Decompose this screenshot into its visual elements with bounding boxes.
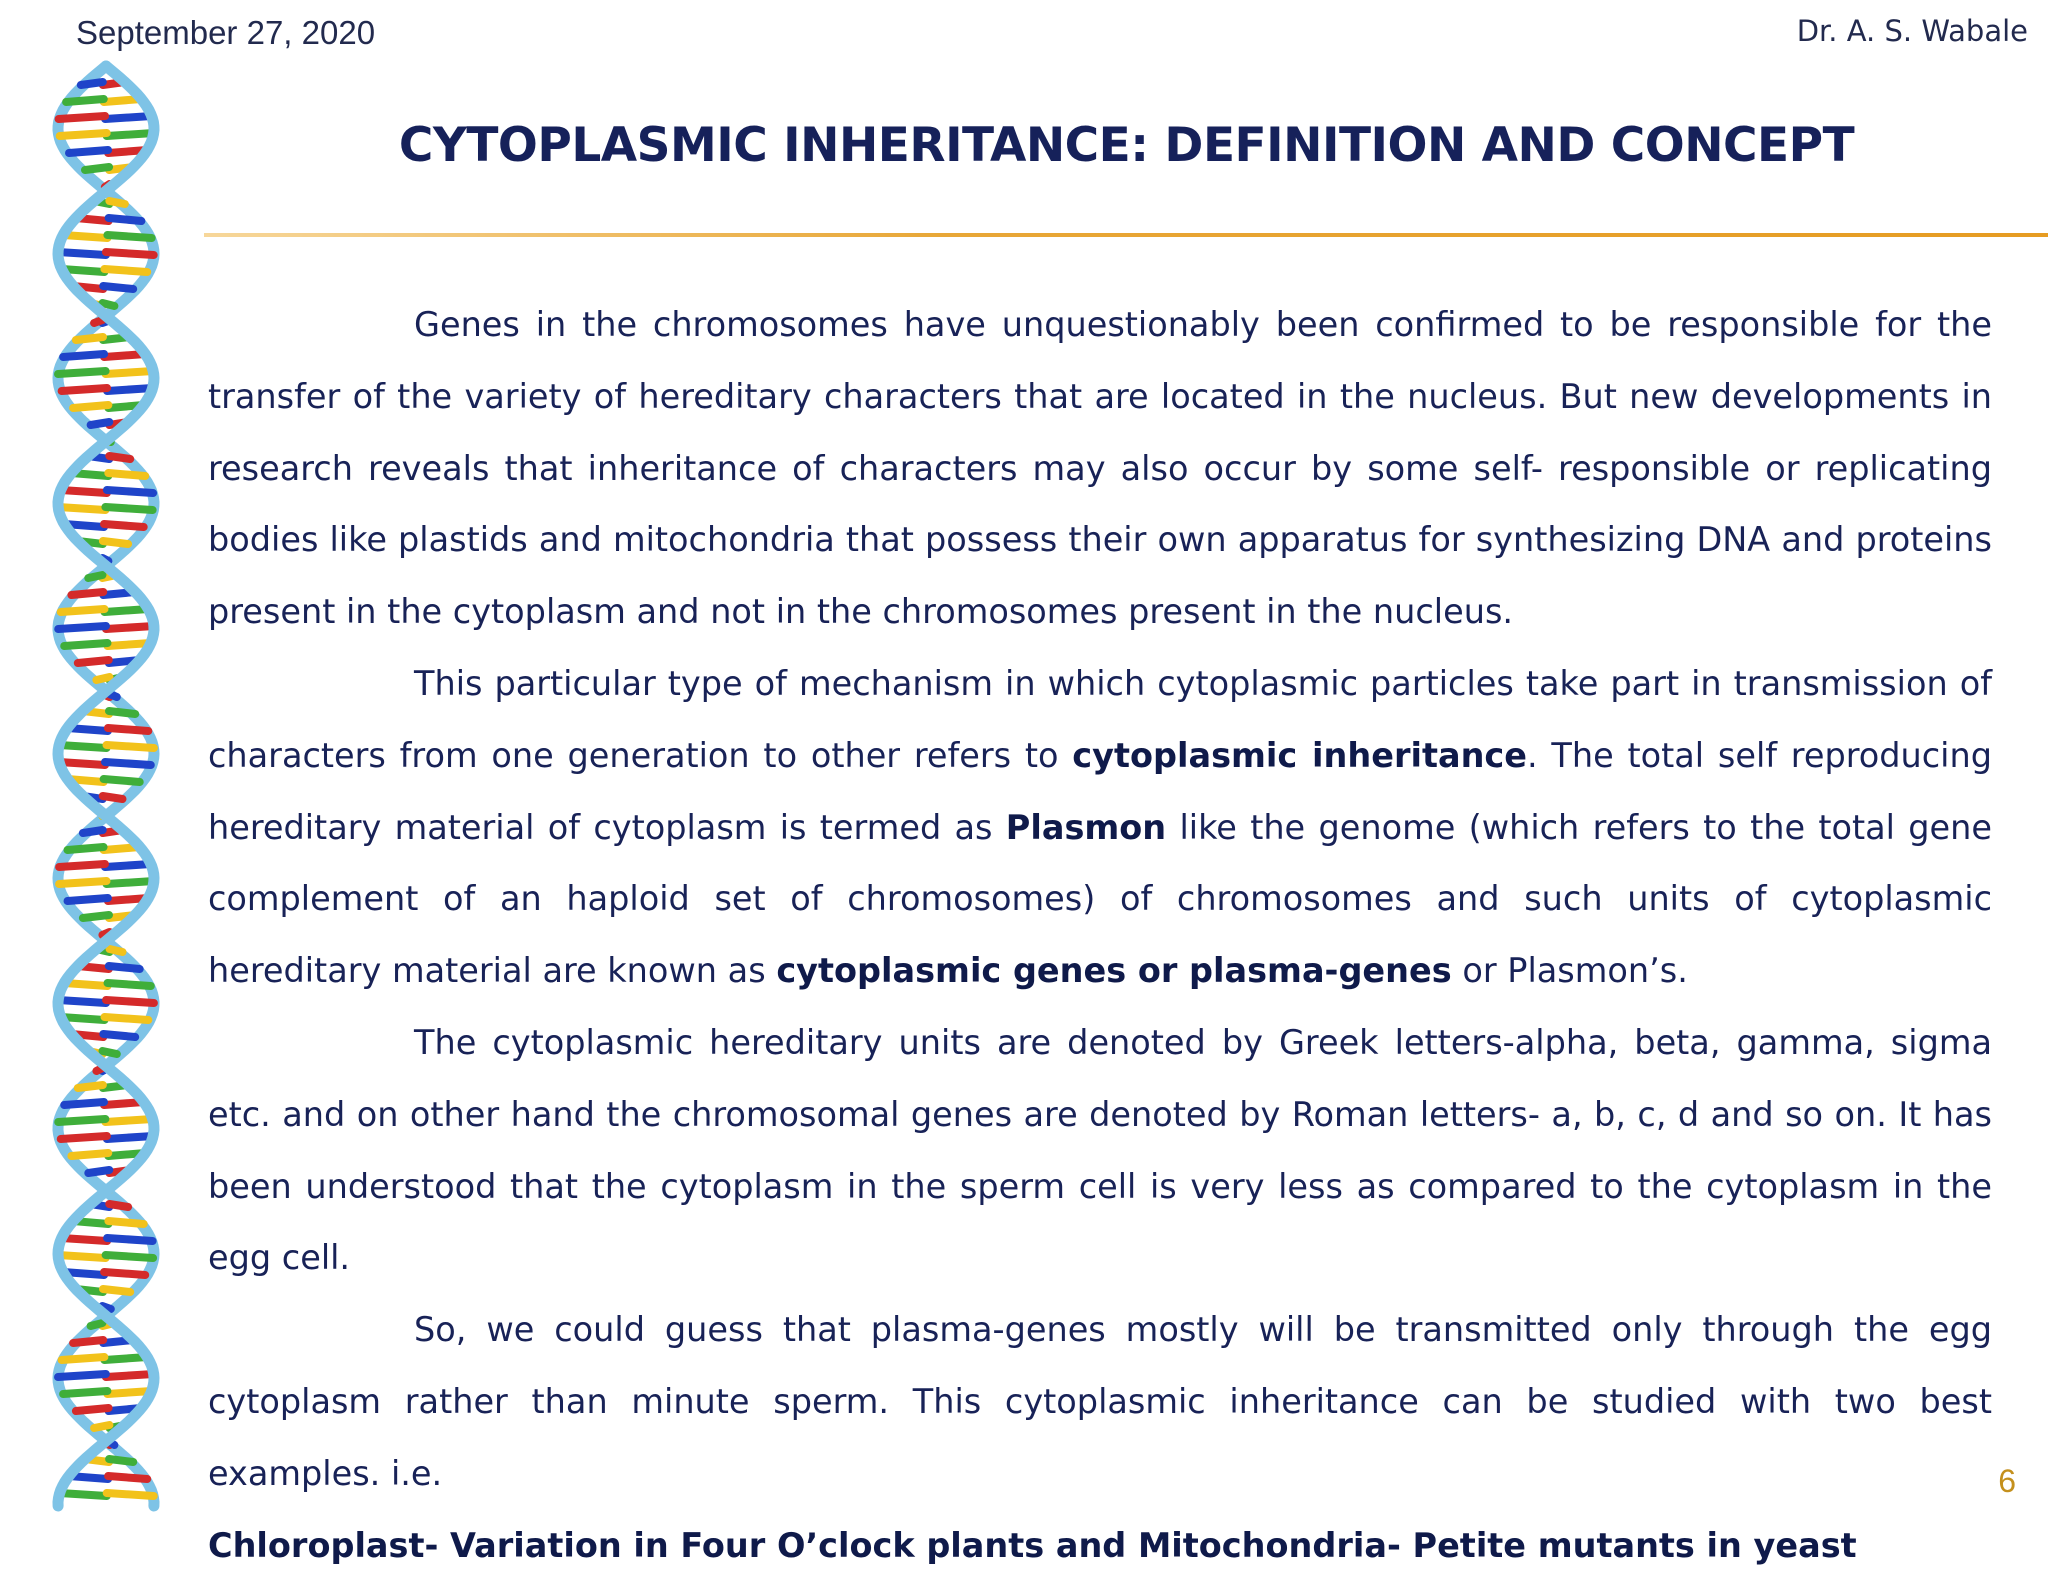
dna-base [58, 1255, 106, 1258]
dna-base [58, 252, 106, 255]
dna-base [58, 371, 106, 374]
dna-base [103, 1034, 135, 1037]
dna-base [61, 1136, 107, 1139]
dna-base [104, 779, 140, 782]
dna-base [108, 1221, 143, 1224]
dna-base [76, 337, 103, 340]
dna-base [58, 1374, 106, 1377]
header-date: September 27, 2020 [76, 14, 376, 51]
dna-base [68, 847, 104, 850]
dna-base [60, 133, 107, 136]
dna-base [110, 949, 123, 952]
dna-base [83, 830, 103, 833]
dna-base [62, 1238, 108, 1241]
dna-base [106, 371, 154, 374]
title-divider [204, 233, 2048, 237]
dna-base [109, 711, 135, 714]
dna-base [59, 864, 105, 867]
dna-base [88, 1170, 109, 1173]
dna-base [78, 1085, 103, 1088]
dna-base [106, 1000, 154, 1003]
dna-base [105, 116, 152, 119]
dna-base [103, 796, 123, 799]
dna-base [108, 1476, 147, 1479]
dna-base [103, 286, 133, 289]
dna-base [110, 694, 117, 697]
dna-base [69, 150, 108, 153]
dna-base [108, 473, 145, 476]
dna-base [58, 1119, 105, 1122]
dna-base [60, 1493, 107, 1496]
dna-base [61, 609, 105, 612]
dna-base [64, 983, 107, 986]
dna-base [106, 252, 154, 255]
dna-base [63, 354, 104, 357]
dna-base [76, 1408, 109, 1411]
dna-base [109, 966, 140, 969]
dna-base [71, 592, 103, 595]
dna-base [64, 643, 107, 646]
dna-base [104, 1357, 147, 1360]
dna-base [64, 1102, 104, 1105]
paragraph-2 [208, 648, 1992, 1007]
term-plasmon: Plasmon [1005, 807, 1167, 847]
dna-base [91, 1323, 103, 1326]
dna-base [58, 1000, 106, 1003]
dna-base [105, 762, 151, 765]
dna-base [107, 235, 151, 238]
dna-base [107, 1493, 154, 1496]
text-span: . The total self reproducing hereditary material of cytoplasm is termed as [208, 735, 1992, 847]
paragraph-3: The cytoplasmic hereditary units are denoted by Greek letters-alpha, beta, gamma, sigma etc. and on other hand the chromosomal genes are denoted by Roman letters- a, b, c, d and so on. It has been understood that the cytoplasm in the sperm cell is very less as compared to the cytoplasm in the egg cell. [208, 1022, 1992, 1278]
dna-base [66, 99, 104, 102]
page-number: 6 [1998, 1463, 2016, 1499]
dna-base [109, 456, 130, 459]
paragraph-4: So, we could guess that plasma-genes mostly will be transmitted only through the egg cytoplasm rather than minute sperm. This cytoplasmic inheritance can be studied with two best examples. i.e. [208, 1310, 1992, 1493]
dna-base [107, 388, 153, 391]
dna-base [109, 201, 124, 204]
dna-base [58, 507, 105, 510]
dna-base [81, 82, 103, 85]
dna-base [59, 745, 106, 748]
dna-base [107, 1238, 153, 1241]
dna-base [91, 422, 110, 425]
dna-base [105, 1119, 152, 1122]
dna-base [73, 405, 108, 408]
dna-base [103, 303, 115, 306]
dna-base [108, 728, 148, 731]
dna-base [105, 1017, 149, 1020]
dna-base [58, 626, 106, 629]
dna-base [105, 507, 152, 510]
dna-helix-icon [36, 66, 176, 1506]
text-span: like the genome (which refers to the total gene complement of an haploid set of chromosomes) of chromosomes and such units of cytoplasmic hereditary material are known as [208, 807, 1992, 991]
term-cytoplasmic-inheritance: cytoplasmic inheritance [1072, 735, 1528, 775]
dna-base [88, 575, 102, 578]
dna-base [107, 881, 154, 884]
slide-title: CYTOPLASMIC INHERITANCE: DEFINITION AND CONCEPT [398, 118, 1855, 173]
dna-base [63, 235, 107, 238]
dna-base [103, 1051, 117, 1054]
dna-base [61, 490, 107, 493]
examples-line: Chloroplast- Variation in Four O’clock plants and Mitochondria- Petite mutants in yeast [208, 1525, 1857, 1565]
dna-base [104, 269, 147, 272]
dna-base [103, 1289, 130, 1292]
dna-base [103, 541, 128, 544]
dna-base [105, 864, 151, 867]
paragraph-1: Genes in the chromosomes have unquestionably been confirmed to be responsible for the transfer of the variety of hereditary characters that are located in the nucleus. But new developments in research reveals that inheritance of characters may also occur by some self- responsible or replicating bodies like plastids and mitochondria that possess their own apparatus for synthesizing DNA and proteins present in the cytoplasm and not in the chromosomes present in the nucleus. [208, 305, 1992, 632]
dna-base [62, 388, 108, 391]
dna-base [85, 167, 109, 170]
dna-base [109, 1459, 133, 1462]
dna-base [108, 983, 151, 986]
dna-base [106, 1374, 154, 1377]
dna-base [109, 1204, 128, 1207]
dna-base [106, 626, 154, 629]
dna-base [68, 898, 108, 901]
dna-base [96, 677, 109, 680]
dna-base [107, 1136, 153, 1139]
dna-base [59, 881, 106, 884]
term-plasma-genes: cytoplasmic genes or plasma-genes [776, 951, 1452, 991]
dna-base [94, 1425, 109, 1428]
dna-base [107, 133, 154, 136]
dna-base [59, 762, 105, 765]
dna-base [63, 1391, 107, 1394]
text-span: This particular type of mechanism in which cytoplasmic particles take part in transmission of characters from one generation to other refers to [208, 663, 1992, 775]
dna-base [107, 490, 153, 493]
dna-base [62, 1357, 105, 1360]
dna-base [71, 1153, 108, 1156]
dna-base [104, 524, 144, 527]
dna-base [59, 116, 106, 119]
paragraph-5 [208, 1510, 1992, 1581]
dna-base [73, 1340, 103, 1343]
dna-base [78, 660, 109, 663]
dna-base [83, 915, 109, 918]
dna-base [109, 218, 142, 221]
dna-base [106, 1255, 154, 1258]
text-span: or Plasmon’s. [1451, 951, 1688, 991]
dna-base [107, 745, 154, 748]
header-author: Dr. A. S. Wabale [1796, 14, 2028, 48]
dna-base [105, 609, 149, 612]
dna-base [104, 1272, 145, 1275]
body-text [208, 289, 1992, 1581]
dna-base [94, 320, 102, 323]
